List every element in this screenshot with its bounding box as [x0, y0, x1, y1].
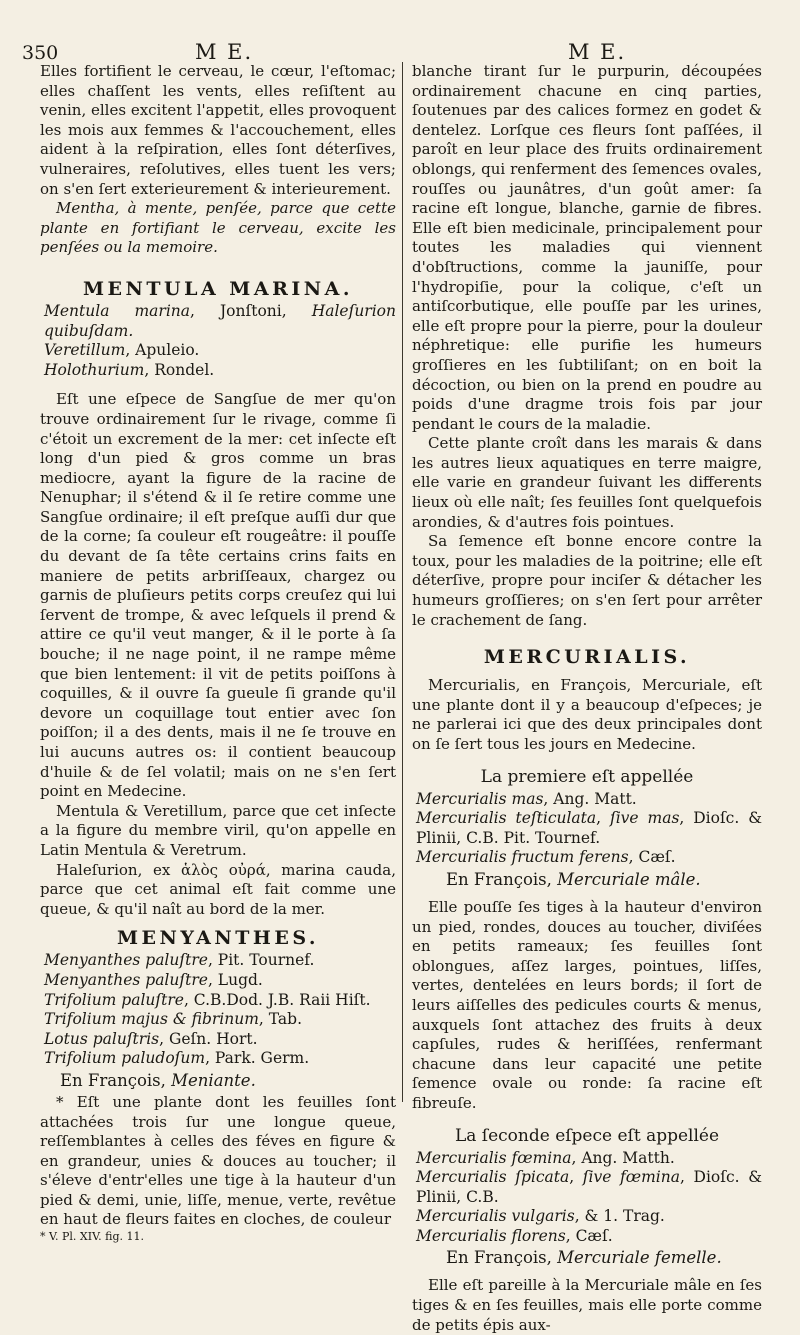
page-number: 350: [22, 42, 59, 64]
paragraph-mentha-etymology: [40, 199, 396, 258]
subheading-second-species: La ſeconde eſpece eſt appellée: [454, 1125, 720, 1146]
running-head-left: M E.: [195, 40, 254, 64]
heading-mercurialis: MERCURIALIS.: [483, 646, 691, 669]
paragraph-female-description: Elle eſt pareille à la Mercuriale mâle en ſes tiges & en ſes feuilles, mais elle porte comme de petits épis aux-: [412, 1276, 762, 1334]
paragraph-menyanthes-continued: blanche tirant ſur le purpurin, découpées ordinairement chacune en cinq parties, ſoutenues par des calices formez en godet & dentelez. Lorſque ces fleurs ſont paſſées, il paroît en leur place des fruits ordinairement oblongs, qui renferment des ſemences ovales, rouſſes ou jaunâtres, d'un goût amer: ſa racine eſt longue, blanche, garnie de fibres. Elle eſt bien medicinale, principalement pour toutes les maladies qui viennent d'obſtructions, comme la jauniſſe, pour l'hydropiſie, pour la colique, c'eſt un antiſcorbutique, elle pouſſe par les urines, elle eſt propre pour la pierre, pour la douleur néphretique: elle purifie les humeurs groſſieres en les ſubtiliſant; on en boit la décoction, ou bien on la prend en poudre au poids d'une dragme trois fois par jour pendant le cours de la maladie.: [412, 62, 762, 433]
paragraph-menyanthes-description: * Eſt une plante dont les feuilles ſont attachées trois ſur une longue queue, reſſemblantes à celles des féves en figure & en grandeur, unies & douces au toucher; il s'éleve d'entr'elles une tige à la hauteur d'un pied & demi, unie, liſſe, menue, verte, revêtue en haut de fleurs faites en cloches, de couleur: [40, 1092, 396, 1229]
synonym-line: Trifolium paludoſum, Park. Germ.: [44, 1049, 310, 1068]
mentula-synonyms: [40, 302, 396, 380]
synonym-line: Lotus paluſtris, Geſn. Hort.: [44, 1029, 258, 1048]
synonym-line: Veretillum, Apuleio.: [44, 341, 200, 360]
paragraph-halesurion-etymology: Haleſurion, ex ἁλὸς οὐρά, marina cauda, parce que cet animal eſt fait comme une queue, & qu'il naît au bord de la mer.: [40, 860, 396, 918]
synonym-line: Trifolium paluſtre, C.B.Dod. J.B. Raii Hiſt.: [44, 990, 371, 1009]
synonym-line: Mercurialis ſpicata, ſive fœmina, Dioſc. & Plinii, C.B.: [416, 1168, 763, 1206]
footnote-plate-reference: * V. Pl. XIV. fig. 11.: [40, 1230, 144, 1244]
first-species-synonyms: [412, 790, 762, 868]
menyanthes-synonyms: [40, 951, 396, 1069]
paragraph-menyanthes-seed: Sa ſemence eſt bonne encore contre la toux, pour les maladies de la poitrine; elle eſt déterſive, propre pour inciſer & détacher les humeurs groſſieres; on s'en ſert pour arrêter le crachement de ſang.: [412, 532, 762, 629]
paragraph-mercurialis-intro: Mercurialis, en François, Mercuriale, eſt une plante dont il y a beaucoup d'eſpeces; je ne parlerai ici que des deux principales dont on ſe ſert tous les jours en Medecine.: [412, 676, 762, 753]
synonym-line: Holothurium, Rondel.: [44, 360, 215, 379]
left-column: [40, 62, 397, 1244]
paragraph-mentula-etymology: Mentula & Veretillum, parce que cet inſecte a la figure du membre viril, qu'on appelle en Latin Mentula & Veretrum.: [40, 801, 396, 859]
right-column: [412, 62, 763, 1334]
heading-mentula-marina: MENTULA MARINA.: [83, 277, 353, 300]
paragraph-mentula-description: Eſt une eſpece de Sangſue de mer qu'on trouve ordinairement ſur le rivage, comme ſi c'étoit un excrement de la mer: cet inſecte eſt long d'un pied & gros comme un bras mediocre, ayant la figure de la racine de Nenuphar; il s'étend & il ſe retire comme une Sangſue ordinaire; il eſt preſque auſſi dur que de la corne; ſa couleur eſt rougeâtre: il pouſſe du devant de ſa tête certains crins faits en maniere de petits arbriſſeaux, chargez ou garnis de pluſieurs petits corps creuſez qui lui ſervent de trompe, & avec leſquels il prend & attire ce qu'il veut manger, & il le porte à ſa bouche; il ne nage point, il ne rampe même que bien lentement: il vit de petits poiſſons à coquilles, & il ouvre ſa gueule ſi grande qu'il devore un coquillage tout entier avec ſon poiſſon; il a des dents, mais il ne ſe trouve en lui aucuns autres os: il contient beaucoup d'huile & de ſel volatil; mais on ne s'en ſert point en Medecine.: [40, 390, 396, 801]
synonym-line: Mercurialis fœmina, Ang. Matth.: [416, 1148, 675, 1167]
paragraph-male-description: Elle pouſſe ſes tiges à la hauteur d'environ un pied, rondes, douces au toucher, diviſées en petits rameaux; ſes feuilles ſont oblongues, aſſez larges, pointues, liſſes, vertes, dentelées en leurs bords; il ſort de leurs aiſſelles des pedicules courts & menus, auxquels ſont attachez des fruits à deux capſules, rudes & heriſſées, renfermant chacune dans leur capacité une petite ſemence ovale ou ronde: ſa racine eſt fibreuſe.: [412, 897, 762, 1112]
second-species-synonyms: [412, 1149, 762, 1247]
synonym-line: Mercurialis mas, Ang. Matt.: [416, 789, 637, 808]
synonym-line: Mercurialis florens, Cæſ.: [416, 1226, 613, 1245]
synonym-line: Trifolium majus & fibrinum, Tab.: [44, 1010, 303, 1029]
heading-menyanthes: MENYANTHES.: [116, 927, 320, 950]
synonym-line: Mentula marina, Jonſtoni, Haleſurion quibuſdam.: [44, 301, 396, 340]
synonym-line: Menyanthes paluſtre, Pit. Tournef.: [44, 951, 315, 970]
paragraph-mint-virtues: Elles fortifient le cerveau, le cœur, l'eſtomac; elles chaſſent les vents, elles reſiſtent au venin, elles excitent l'appetit, elles provoquent les mois aux femmes & l'accouchement, elles aident à la reſpiration, elles ſont déterſives, vulneraires, reſolutives, elles tuent les vers; on s'en ſert exterieurement & interieurement.: [40, 62, 397, 198]
subheading-first-species: La premiere eſt appellée: [480, 766, 694, 787]
column-divider: [402, 62, 403, 1102]
french-name-meniante: En François, Meniante.: [60, 1070, 256, 1090]
synonym-line: Mercurialis vulgaris, & 1. Trag.: [416, 1207, 665, 1226]
synonym-line: Mercurialis teſticulata, ſive mas, Dioſc. & Plinii, C.B. Pit. Tournef.: [416, 809, 762, 847]
french-name-mercuriale-male: En François, Mercuriale mâle.: [446, 869, 701, 889]
running-head-right: M E.: [568, 40, 627, 64]
mentha-text: Mentha, à mente, penſée, parce que cette plante en fortifiant le cerveau, excite les penſées ou la memoire.: [40, 199, 396, 257]
french-name-mercuriale-femelle: En François, Mercuriale femelle.: [446, 1248, 722, 1268]
synonym-line: Menyanthes paluſtre, Lugd.: [44, 970, 263, 989]
synonym-line: Mercurialis fructum ferens, Cæſ.: [416, 848, 676, 867]
paragraph-menyanthes-habitat: Cette plante croît dans les marais & dans les autres lieux aquatiques en terre maigre, elle varie en grandeur ſuivant les differents lieux où elle naît; ſes feuilles ſont quelquefois arondies, & d'autres fois pointues.: [412, 434, 762, 531]
